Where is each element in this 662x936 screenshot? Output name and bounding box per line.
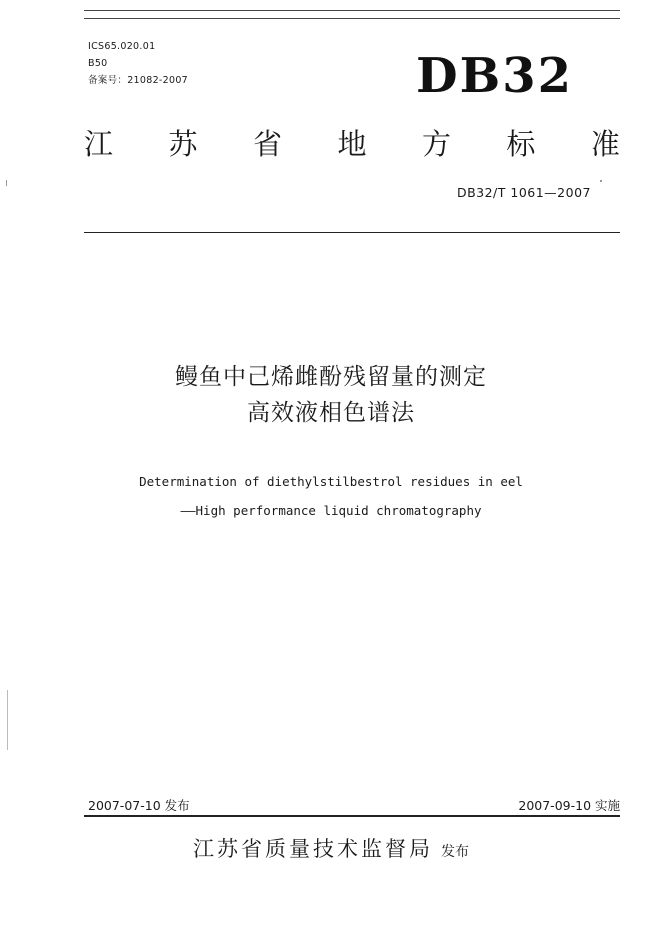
english-title: Determination of diethylstilbestrol residues in eel bbox=[139, 474, 523, 489]
issuer bbox=[0, 834, 662, 867]
top-rule-secondary bbox=[84, 18, 620, 19]
standard-type bbox=[84, 122, 620, 166]
implementation-date: 2007-09-10 实施 bbox=[518, 798, 620, 813]
standard-type-char: 地 bbox=[337, 127, 367, 161]
scan-mark bbox=[7, 690, 8, 750]
scan-mark bbox=[600, 180, 602, 182]
chinese-subtitle: 高效液相色谱法 bbox=[247, 400, 415, 426]
header-divider bbox=[84, 232, 620, 233]
issue-date: 2007-07-10 发布 bbox=[88, 798, 190, 813]
ics-code: ICS65.020.01 bbox=[88, 41, 156, 52]
issuer-name: 江苏省质量技术监督局 bbox=[193, 837, 433, 861]
standard-number: DB32/T 1061—2007 bbox=[456, 185, 591, 200]
standard-type-char: 标 bbox=[506, 127, 536, 161]
top-rule bbox=[84, 10, 620, 11]
standard-type-char: 省 bbox=[252, 127, 282, 161]
scan-mark bbox=[6, 180, 7, 186]
footer-divider bbox=[84, 815, 620, 817]
ccs-code: B50 bbox=[88, 58, 108, 69]
standard-type-char: 苏 bbox=[168, 127, 198, 161]
chinese-title: 鳗鱼中己烯雌酚残留量的测定 bbox=[175, 364, 487, 390]
db-logo: DB32 bbox=[416, 48, 573, 104]
record-number: 备案号：21082-2007 bbox=[88, 75, 189, 86]
english-subtitle: ——High performance liquid chromatography bbox=[180, 503, 482, 518]
standard-type-char: 江 bbox=[84, 127, 114, 161]
issuer-suffix: 发布 bbox=[441, 844, 469, 860]
standard-type-char: 方 bbox=[421, 127, 451, 161]
standard-type-char: 准 bbox=[590, 127, 620, 161]
